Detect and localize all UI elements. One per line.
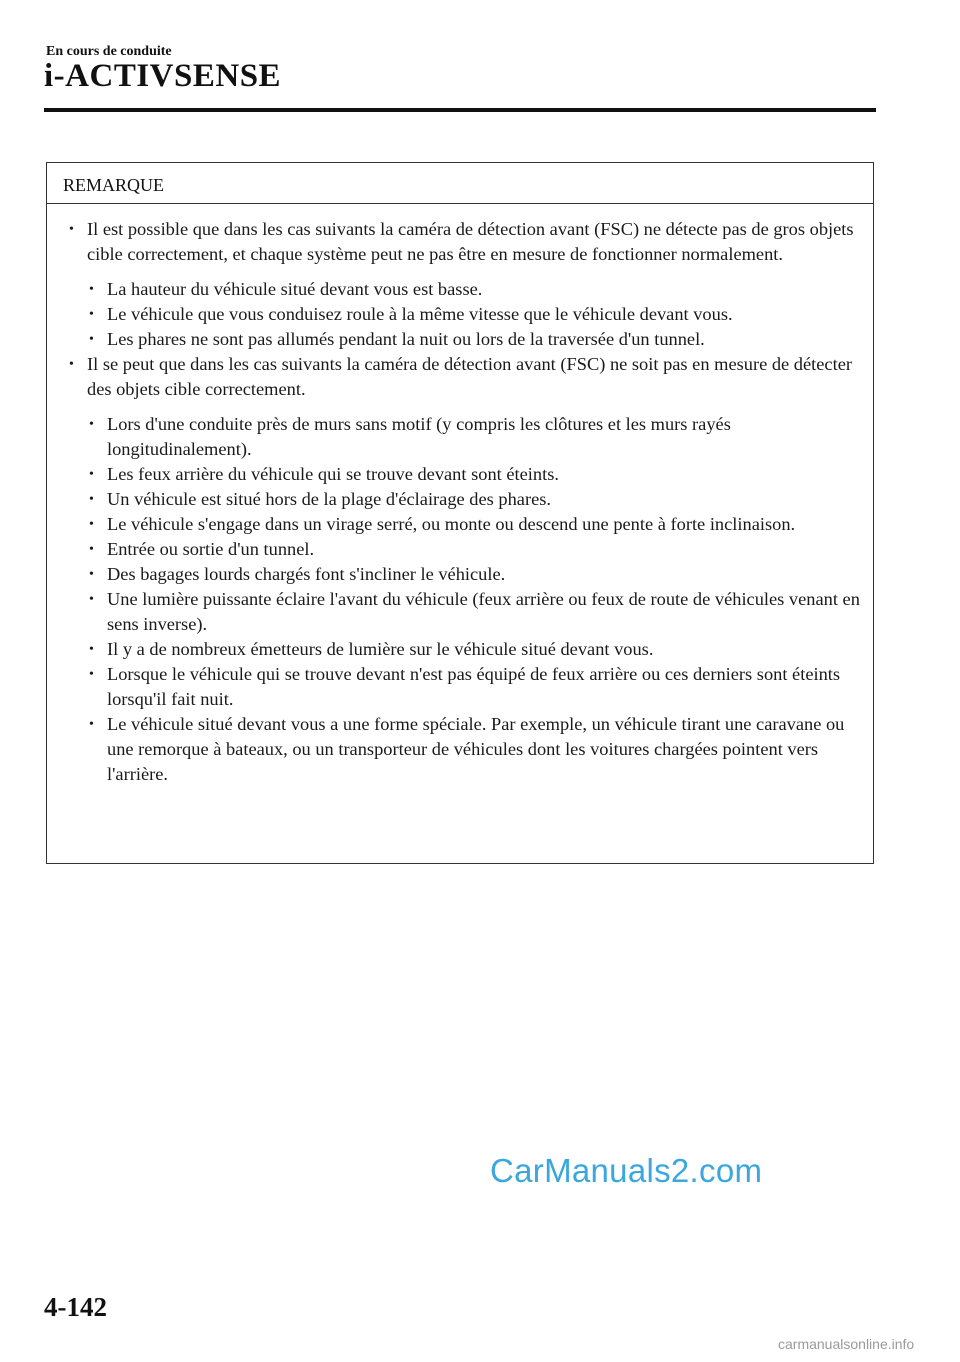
note-heading: REMARQUE [63, 175, 165, 195]
section-label: En cours de conduite [46, 44, 172, 59]
note-item-text: Il se peut que dans les cas suivants la caméra de détection avant (FSC) ne soit pas en mesure de détecter des objets cible correctement. [87, 354, 852, 399]
note-subitem: • La hauteur du véhicule situé devant vous est basse. [87, 277, 869, 302]
note-subitem: • Lors d'une conduite près de murs sans motif (y compris les clôtures et les murs rayés longitudinalement). [87, 412, 869, 462]
note-subitem: • Une lumière puissante éclaire l'avant du véhicule (feux arrière ou feux de route de véhicules venant en sens inverse). [87, 587, 869, 637]
note-subitem: • Le véhicule que vous conduisez roule à la même vitesse que le véhicule devant vous. [87, 302, 869, 327]
note-list [63, 217, 869, 787]
note-sublist [87, 412, 869, 787]
note-subitem: • Lorsque le véhicule qui se trouve devant n'est pas équipé de feux arrière ou ces derniers sont éteints lorsqu'il fait nuit. [87, 662, 869, 712]
note-subitem: • Les feux arrière du véhicule qui se trouve devant sont éteints. [87, 462, 869, 487]
note-subitem: • Le véhicule situé devant vous a une forme spéciale. Par exemple, un véhicule tirant une caravane ou une remorque à bateaux, ou un transporteur de véhicules dont les voitures chargées pointent vers l'arrière. [87, 712, 869, 787]
note-subitem: • Un véhicule est situé hors de la plage d'éclairage des phares. [87, 487, 869, 512]
note-box [46, 162, 874, 864]
note-subitem: • Le véhicule s'engage dans un virage serré, ou monte ou descend une pente à forte inclinaison. [87, 512, 869, 537]
note-body [63, 217, 869, 787]
note-item-text: Il est possible que dans les cas suivants la caméra de détection avant (FSC) ne détecte pas de gros objets cible correctement, et chaque système peut ne pas être en mesure de fonctionner normalement. [87, 219, 854, 264]
note-divider [47, 203, 873, 204]
chapter-title: i-ACTIVSENSE [44, 58, 282, 94]
watermark-footer: carmanualsonline.info [778, 1336, 915, 1352]
note-subitem: • Les phares ne sont pas allumés pendant la nuit ou lors de la traversée d'un tunnel. [87, 327, 869, 352]
note-subitem: • Entrée ou sortie d'un tunnel. [87, 537, 869, 562]
page-number: 4-142 [44, 1292, 107, 1322]
header-rule [44, 108, 876, 112]
note-subitem: • Des bagages lourds chargés font s'incliner le véhicule. [87, 562, 869, 587]
note-item [63, 217, 869, 352]
note-item [63, 352, 869, 787]
note-subitem: • Il y a de nombreux émetteurs de lumière sur le véhicule situé devant vous. [87, 637, 869, 662]
watermark-logo: CarManuals2.com [490, 1152, 763, 1189]
note-sublist [87, 277, 869, 352]
